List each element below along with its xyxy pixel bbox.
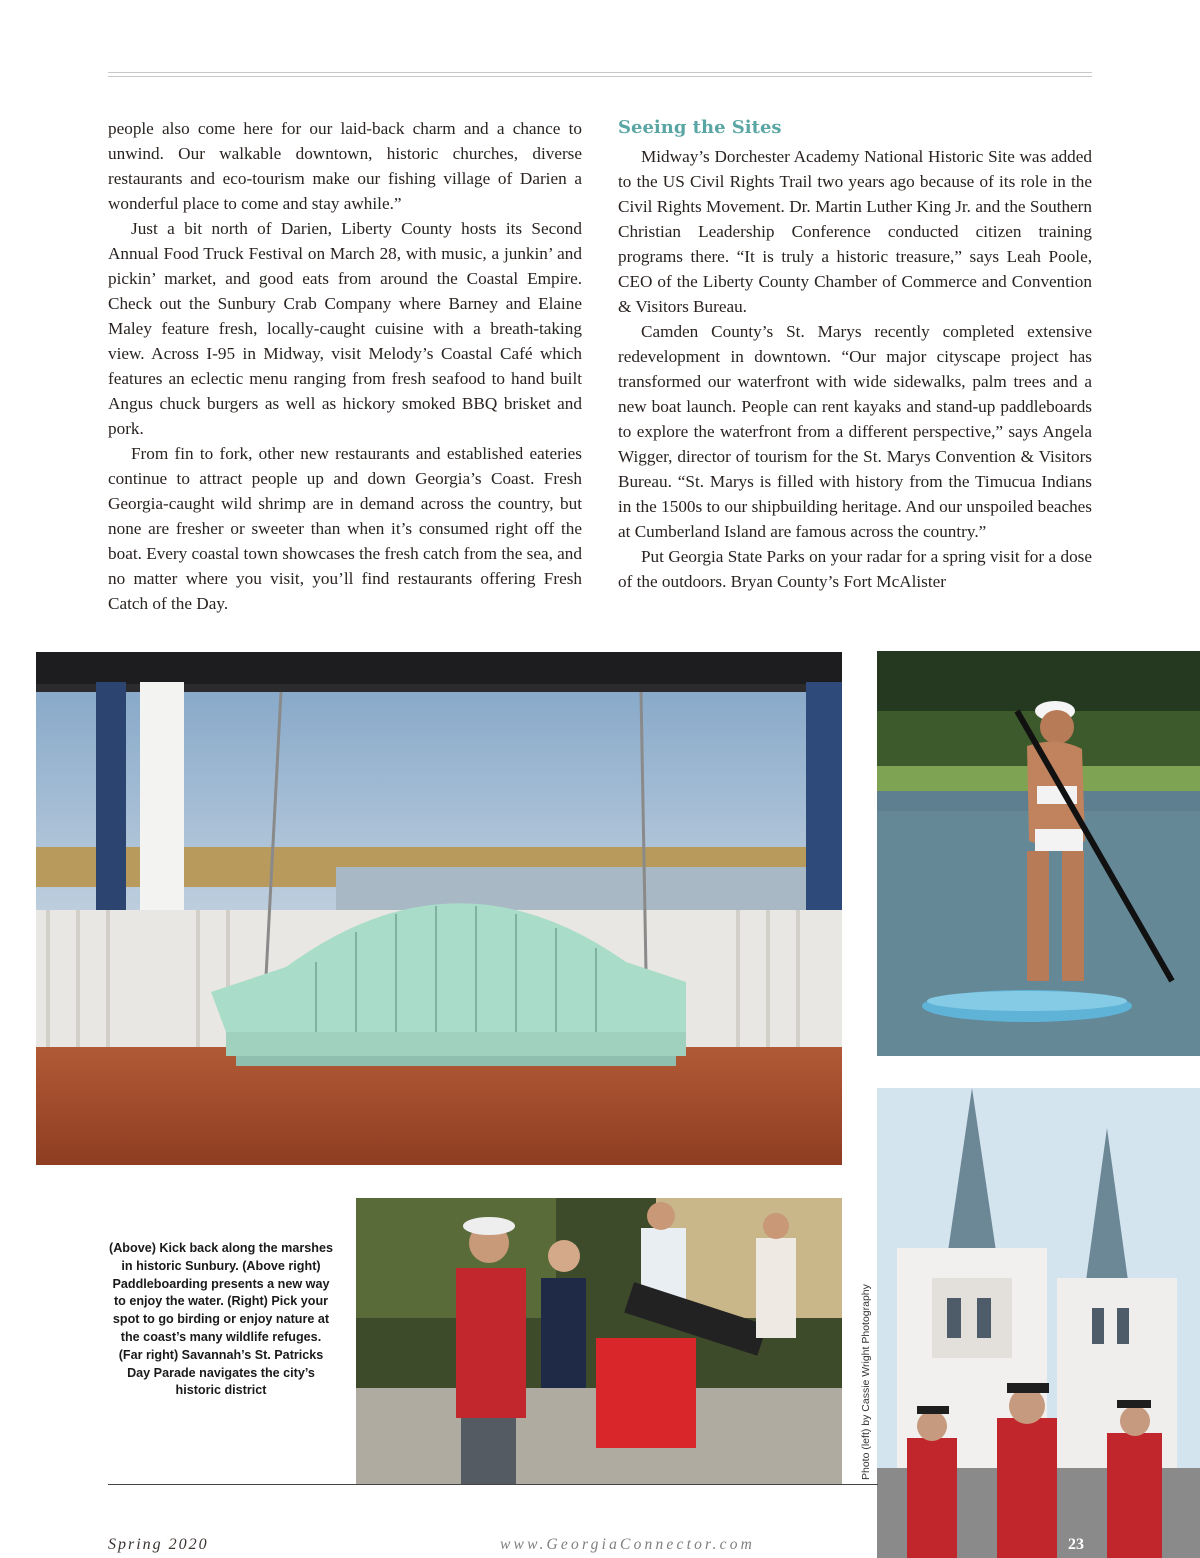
footer-rule [108,1484,878,1485]
paddleboard-photo [877,651,1200,1056]
right-column [618,116,1092,594]
birding-photo [356,1198,842,1485]
photo-credit: Photo (left) by Cassie Wright Photography [860,1284,872,1480]
porch-swing-photo [36,652,842,1165]
left-paragraph-3: From fin to fork, other new restaurants and established eateries continue to attract people up and down Georgia’s Coast. Fresh Georgia-caught wild shrimp are in demand across the country, but none are fresher or sweeter than when it’s consumed right off the boat. Every coastal town showcases the fresh catch from the sea, and no matter where you visit, you’ll find restaurants offering Fresh Catch of the Day. [108,444,582,613]
section-heading: Seeing the Sites [618,117,782,138]
cathedral-parade-photo [877,1088,1200,1558]
left-column [108,116,582,616]
issue-label: Spring 2020 [108,1536,209,1553]
website-url[interactable]: www.GeorgiaConnector.com [500,1536,756,1553]
right-paragraph-1: Midway’s Dorchester Academy National Historic Site was added to the US Civil Rights Trail two years ago because of its role in the Civil Rights Movement. Dr. Martin Luther King Jr. and the Southern Christian Leadership Conference conducted citizen training programs there. “It is truly a historic treasure,” says Leah Poole, CEO of the Liberty County Chamber of Commerce and Convention & Visitors Bureau. [618,147,1092,316]
photo-caption: (Above) Kick back along the marshes in historic Sunbury. (Above right) Paddleboarding presents a new way to enjoy the water. (Right) Pick your spot to go birding or enjoy nature at the coast’s many wildlife refuges. (Far right) Savannah’s St. Patricks Day Parade navigates the city’s historic district [109,1241,333,1398]
header-rule-2 [108,76,1092,77]
left-paragraph-1: people also come here for our laid-back charm and a chance to unwind. Our walkable downtown, historic churches, diverse restaurants and eco-tourism make our fishing village of Darien a wonderful place to come and stay awhile.” [108,119,582,213]
right-paragraph-3: Put Georgia State Parks on your radar for a spring visit for a dose of the outdoors. Bryan County’s Fort McAlister [618,547,1092,591]
left-paragraph-2: Just a bit north of Darien, Liberty County hosts its Second Annual Food Truck Festival on March 28, with music, a junkin’ and pickin’ market, and good eats from around the Coastal Empire. Check out the Sunbury Crab Company where Barney and Elaine Maley feature fresh, locally-caught cuisine with a breath-taking view. Across I-95 in Midway, visit Melody’s Coastal Café which features an eclectic menu ranging from fresh seafood to hand built Angus chuck burgers as well as hickory smoked BBQ brisket and pork. [108,219,582,438]
page-number: 23 [1068,1536,1084,1553]
right-paragraph-2: Camden County’s St. Marys recently completed extensive redevelopment in downtown. “Our major cityscape project has transformed our waterfront with wide sidewalks, palm trees and a new boat launch. People can rent kayaks and stand-up paddleboards to explore the waterfront from a different perspective,” says Angela Wigger, director of tourism for the St. Marys Convention & Visitors Bureau. “St. Marys is filled with history from the Timucua Indians in the 1500s to our shipbuilding heritage. And our unspoiled beaches at Cumberland Island are famous across the country.” [618,322,1092,541]
header-rule-1 [108,72,1092,73]
